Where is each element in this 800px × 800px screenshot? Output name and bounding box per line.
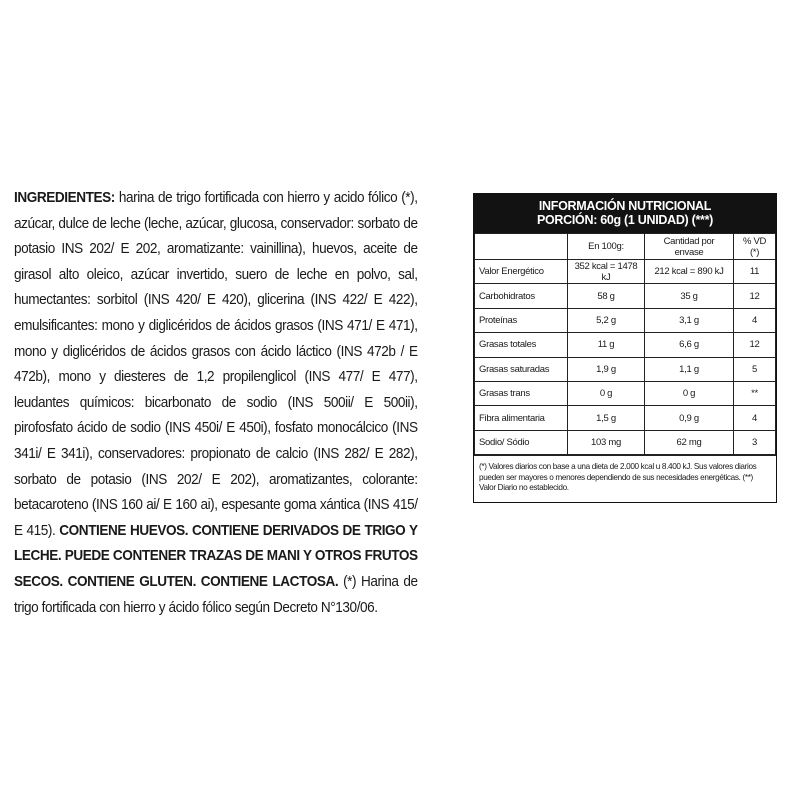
ingredients-paragraph: [14, 186, 418, 621]
nutrient-name: Grasas totales: [475, 333, 568, 357]
value-per-100g: 1,9 g: [568, 357, 645, 381]
value-per-pack: 0 g: [645, 381, 734, 405]
value-per-100g: 0 g: [568, 381, 645, 405]
nutrient-name: Grasas trans: [475, 381, 568, 405]
table-row: [475, 430, 776, 454]
header-nutrient: [475, 234, 568, 260]
value-per-100g: 11 g: [568, 333, 645, 357]
value-vd: 5: [734, 357, 776, 381]
value-per-pack: 6,6 g: [645, 333, 734, 357]
value-vd: 3: [734, 430, 776, 454]
header-per-pack: Cantidad por envase: [645, 234, 734, 260]
allergen-warning: CONTIENE HUEVOS. CONTIENE DERIVADOS DE TRIGO Y LECHE. PUEDE CONTENER TRAZAS DE MANI Y OTROS FRUTOS SECOS. CONTIENE GLUTEN. CONTIENE LACTOSA.: [14, 522, 418, 590]
header-per-100g: En 100g:: [568, 234, 645, 260]
table-row: [475, 260, 776, 284]
nutrition-table: [474, 233, 776, 455]
value-per-pack: 62 mg: [645, 430, 734, 454]
value-per-pack: 212 kcal = 890 kJ: [645, 260, 734, 284]
value-vd: 4: [734, 406, 776, 430]
nutrient-name: Sodio/ Sódio: [475, 430, 568, 454]
nutrition-footnote: (*) Valores diarios con base a una dieta de 2.000 kcal u 8.400 kJ. Sus valores diarios pueden ser mayores o menores dependiendo de sus necesidades energéticas. (**) Valor Diario no establecido.: [474, 455, 776, 502]
nutrition-portion: PORCIÓN: 60g (1 UNIDAD) (***): [536, 213, 714, 227]
value-vd: 12: [734, 333, 776, 357]
table-row: [475, 381, 776, 405]
value-per-pack: 0,9 g: [645, 406, 734, 430]
value-per-pack: 35 g: [645, 284, 734, 308]
nutrition-facts-panel: [473, 193, 777, 503]
header-vd: % VD (*): [734, 234, 776, 260]
value-vd: 12: [734, 284, 776, 308]
table-row: [475, 357, 776, 381]
table-row: [475, 308, 776, 332]
ingredients-label: INGREDIENTES:: [14, 190, 115, 206]
flour-footnote: (*) Harina de trigo fortificada con hierro y ácido fólico según Decreto N°130/06.: [14, 573, 418, 616]
value-per-pack: 1,1 g: [645, 357, 734, 381]
nutrient-name: Proteínas: [475, 308, 568, 332]
value-per-100g: 103 mg: [568, 430, 645, 454]
value-vd: 4: [734, 308, 776, 332]
value-vd: 11: [734, 260, 776, 284]
nutrition-title: INFORMACIÓN NUTRICIONAL: [538, 199, 712, 213]
value-per-100g: 352 kcal = 1478 kJ: [568, 260, 645, 284]
table-row: [475, 333, 776, 357]
value-vd: **: [734, 381, 776, 405]
value-per-100g: 58 g: [568, 284, 645, 308]
value-per-pack: 3,1 g: [645, 308, 734, 332]
nutrition-header-row: [475, 234, 776, 260]
nutrient-name: Valor Energético: [475, 260, 568, 284]
nutrition-header: [474, 194, 776, 233]
value-per-100g: 1,5 g: [568, 406, 645, 430]
ingredients-body: harina de trigo fortificada con hierro y acido fólico (*), azúcar, dulce de leche (leche, azúcar, glucosa, conservador: sorbato de potasio INS 202/ E 202, aromatizante: vainillina), huevos, aceite de girasol alto oleico, azúcar invertido, suero de leche en polvo, sal, humectantes: sorbitol (INS 420/ E 420), glicerina (INS 422/ E 422), emulsificantes: mono y diglicéridos de ácidos grasos (INS 471/ E 471), mono y diglicéridos de ácidos grasos con ácido láctico (INS 472b / E 472b), mono y diesteres de 1,2 propilenglicol (INS 477/ E 477), leudantes químicos: bicarbonato de sodio (INS 500ii/ E 500ii), pirofosfato ácido de sodio (INS 450i/ E 450i), fosfato monocálcico (INS 341i/ E 341i), conservadores: propionato de calcio (INS 282/ E 282), sorbato de potasio (INS 202/ E 202), aromatizantes, colorante: betacaroteno (INS 160 ai/ E 160 ai), espesante goma xántica (INS 415/ E 415).: [14, 190, 418, 539]
table-row: [475, 406, 776, 430]
table-row: [475, 284, 776, 308]
nutrient-name: Fibra alimentaria: [475, 406, 568, 430]
value-per-100g: 5,2 g: [568, 308, 645, 332]
nutrient-name: Grasas saturadas: [475, 357, 568, 381]
nutrient-name: Carbohidratos: [475, 284, 568, 308]
